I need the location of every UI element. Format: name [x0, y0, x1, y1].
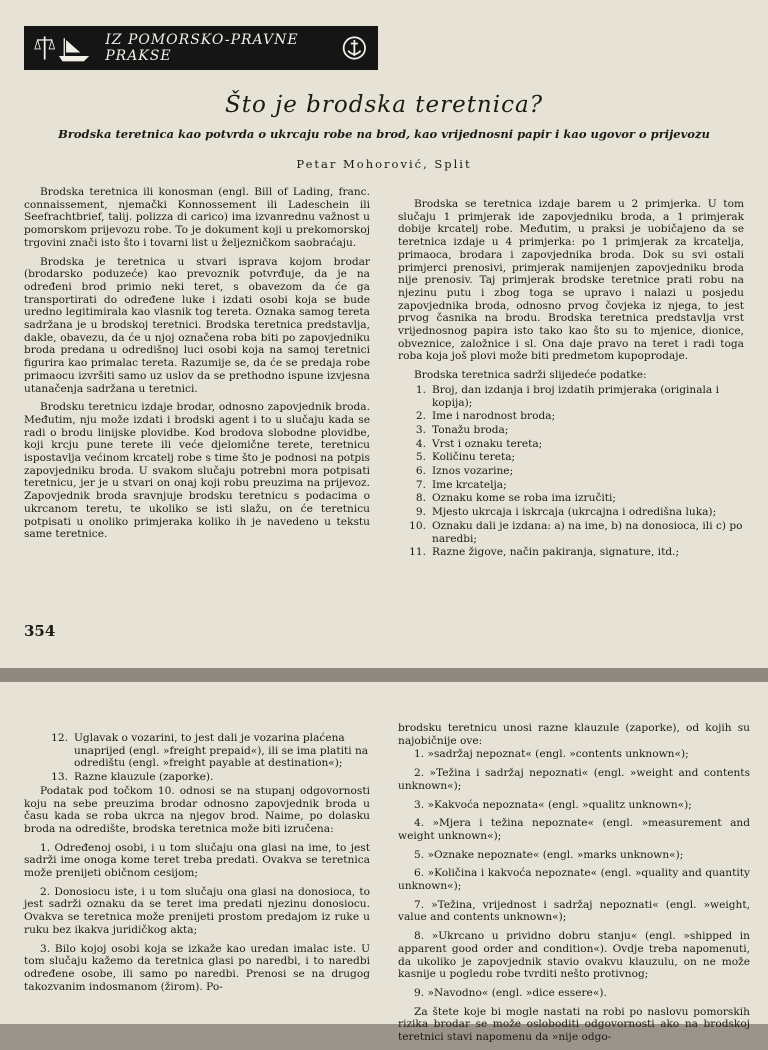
column-top-left	[24, 186, 370, 547]
page-divider	[0, 668, 768, 682]
article-subtitle: Brodska teretnica kao potvrda o ukrcaju robe na brod, kao vrijednosni papir i kao ugovor o prijevozu	[58, 127, 710, 141]
paragraph: Podatak pod točkom 10. odnosi se na stupanj odgovornosti koju na sebe preuzima brodar odnosno zapovjednik broda u času kada se roba ukrca na njegov brod. Naime, po dolasku broda na odredište, brodska teretnica može biti izručena:	[24, 784, 370, 835]
clause-item: 3. »Kakvoća nepoznata« (engl. »qualitz unknown«);	[414, 798, 692, 811]
list-item: 6. Iznos vozarine;	[415, 465, 514, 478]
paragraph: 3. Bilo kojoj osobi koja se izkaže kao uredan imalac iste. U tom slučaju kažemo da teretnica glasi po naredbi, i to naredbi određene osobe, ili samo po naredbi. Prenosi se na drugog takozvanim indosmanom (žirom). Po-	[24, 942, 370, 993]
list-item: 13. Razne klauzule (zaporke).	[51, 771, 214, 784]
clause-item: 8. »Ukrcano u prividno dobru stanju« (engl. »shipped in apparent good order and condition«). Ovdje treba napomenuti, da ukoliko je zapovjednik stavio ovakvu klauzulu, on ne može kasnije u pogledu robe tvrditi nešto protivnog;	[398, 930, 750, 981]
list-item: 3. Tonažu broda;	[415, 423, 509, 436]
list-item: 9. Mjesto ukrcaja i iskrcaja (ukrcajna i odredišna luka);	[415, 506, 717, 519]
paragraph: 2. Donosiocu iste, i u tom slučaju ona glasi na donosioca, to jest sadrži oznaku da se teret ima predati njezinu donosiocu. Ovakva se teretnica može prenijeti prostom predajom iz ruke u ruku bez ikakva juridičkog akta;	[24, 885, 370, 936]
list-item: 4. Vrst i oznaku tereta;	[415, 437, 543, 450]
list-item: 10. Oznaku dali je izdana: a) na ime, b) na donosioca, ili c) po naredbi;	[409, 519, 743, 545]
paragraph: Brodska teretnica ili konosman (engl. Bill of Lading, franc. connaissement, njemački Konnossement ili Ladeschein ili Seefrachtbrief, talij. polizza di carico) ima izvanrednu važnost u pomorskom prijevozu robe. To je dokument koji u prekomorskoj trgovini znači isto što i tovarni list u željezničkom saobraćaju.	[24, 186, 370, 249]
list-item: 12. Uglavak o vozarini, to jest dali je vozarina plaćena unaprijed (engl. »freight prepaid«), ili se ima platiti na odredištu (engl. »freight payable at destination«);	[51, 732, 369, 770]
list-item: 5. Količinu tereta;	[415, 451, 516, 464]
clause-item: 7. »Težina, vrijednost i sadržaj nepoznati« (engl. »weight, value and contents unknown«);	[398, 898, 750, 924]
article-title: Što je brodska teretnica?	[224, 92, 544, 118]
paragraph: Za štete koje bi mogle nastati na robi po naslovu pomorskih rizika brodar se može osloboditi odgovornosti ako na brodskoj teretnici stavi napomenu da »nije odgo-	[398, 1005, 750, 1044]
article-author: Petar Mohorović, Split	[296, 157, 472, 171]
column-top-right	[398, 198, 744, 560]
paragraph: Brodsku teretnicu izdaje brodar, odnosno zapovjednik broda. Međutim, nju može izdati i brodski agent i to u slučaju kada se radi o brodu linijske plovidbe. Kod brodova slobodne plovidbe, koji krcju pune terete ili veće djelomične terete, teretnicu ispostavlja većinom krcatelj robe s time što je podnosi na potpis zapovjedniku broda. U svakom slučaju potrebni mora potpisati teretnicu, jer je u stvari on onaj koji robu preuzima na prijevoz. Zapovjednik broda sravnjuje brodsku teretnicu s podacima o ukrcanom teretu, te ukoliko se isti slažu, on će teretnicu potpisati u onoliko primjeraka koliko ih je navedeno u tekstu same teretnice.	[24, 401, 370, 541]
paragraph: Brodska se teretnica izdaje barem u 2 primjerka. U tom slučaju 1 primjerak ide zapovjedniku broda, a 1 primjerak dobije krcatelj robe. Međutim, u praksi je uobičajeno da se teretnica izdaje u 4 primjerka: po 1 primjerak za krcatelja, primaoca, brodara i zapovjednika broda. Dok su svi ostali primjerci prenosivi, primjerak namijenjen zapovjedniku broda nije prenosiv. Taj primjerak brodske teretnice prati robu na njezinu putu i zbog toga se upravo i nalazi u posjedu zapovjednika broda, odnosno prvog čovjeka iz njega, to jest prvog časnika na brodu. Brodska teretnica predstavlja vrst vrijednosnog papira isto tako kao što su to mjenice, dionice, obveznice, založnice i sl. Ona daje pravo na teret i radi toga roba koja još plovi može biti predmetom kupoprodaje.	[398, 198, 744, 363]
list-item: 2. Ime i narodnost broda;	[415, 410, 556, 423]
anchor-emblem-icon	[341, 33, 368, 63]
clause-item: 1. »sadržaj nepoznat« (engl. »contents unknown«);	[414, 748, 689, 761]
column-bottom-left	[24, 730, 370, 999]
clause-item: 4. »Mjera i težina nepoznate« (engl. »measurement and weight unknown«);	[398, 817, 750, 842]
page-number: 354	[24, 622, 56, 640]
banner-title: IZ POMORSKO-PRAVNE PRAKSE	[105, 32, 299, 64]
list-item: 8. Oznaku kome se roba ima izručiti;	[415, 492, 616, 505]
paragraph: 1. Određenoj osobi, i u tom slučaju ona glasi na ime, to jest sadrži ime onoga kome teret treba predati. Ovakva se teretnica može prenijeti običnom cesijom;	[24, 841, 370, 880]
column-bottom-right	[398, 722, 750, 1050]
clause-item: 9. »Navodno« (engl. »dice essere«).	[414, 986, 607, 999]
bill-contents-list-continued	[24, 732, 370, 784]
paragraph: Brodska teretnica sadrži slijedeće podatke:	[414, 369, 647, 382]
clause-item: 2. »Težina i sadržaj nepoznati« (engl. »weight and contents unknown«);	[398, 767, 750, 792]
clause-item: 6. »Količina i kakvoća nepoznate« (engl. »quality and quantity unknown«);	[398, 867, 750, 893]
list-item: 1. Broj, dan izdanja i broj izdatih primjeraka (originala i kopija);	[415, 383, 719, 409]
list-item: 7. Ime krcatelja;	[415, 478, 507, 491]
bill-contents-list	[398, 384, 744, 559]
clause-item: 5. »Oznake nepoznate« (engl. »marks unknown«);	[414, 848, 684, 861]
paragraph: brodsku teretnicu unosi razne klauzule (zaporke), od kojih su najobičnije ove:	[398, 722, 750, 747]
list-item: 11. Razne žigove, način pakiranja, signature, itd.;	[409, 546, 680, 559]
justice-scales-icon	[34, 31, 105, 65]
paragraph: Brodska je teretnica u stvari isprava kojom brodar (brodarsko poduzeće) kao prevoznik potvrđuje, da je na određeni brod primio neki teret, s obavezom da će ga transportirati do određene luke i izdati osobi koja se bude uredno legitimirala kao vlasnik tog tereta. Oznaka samog tereta sadržana je u brodskoj teretnici. Brodska teretnica predstavlja, dakle, obavezu, da će u njoj označena roba biti po zapovjedniku broda predana u odredišnoj luci osobi koja na samoj teretnici figurira kao primalac tereta. Razumije se, da će se predaja robe primaocu izvršiti samo uz uslov da se prethodno ispune izvjesna utanačenja sadržana u teretnici.	[24, 255, 370, 395]
section-banner	[24, 26, 378, 70]
